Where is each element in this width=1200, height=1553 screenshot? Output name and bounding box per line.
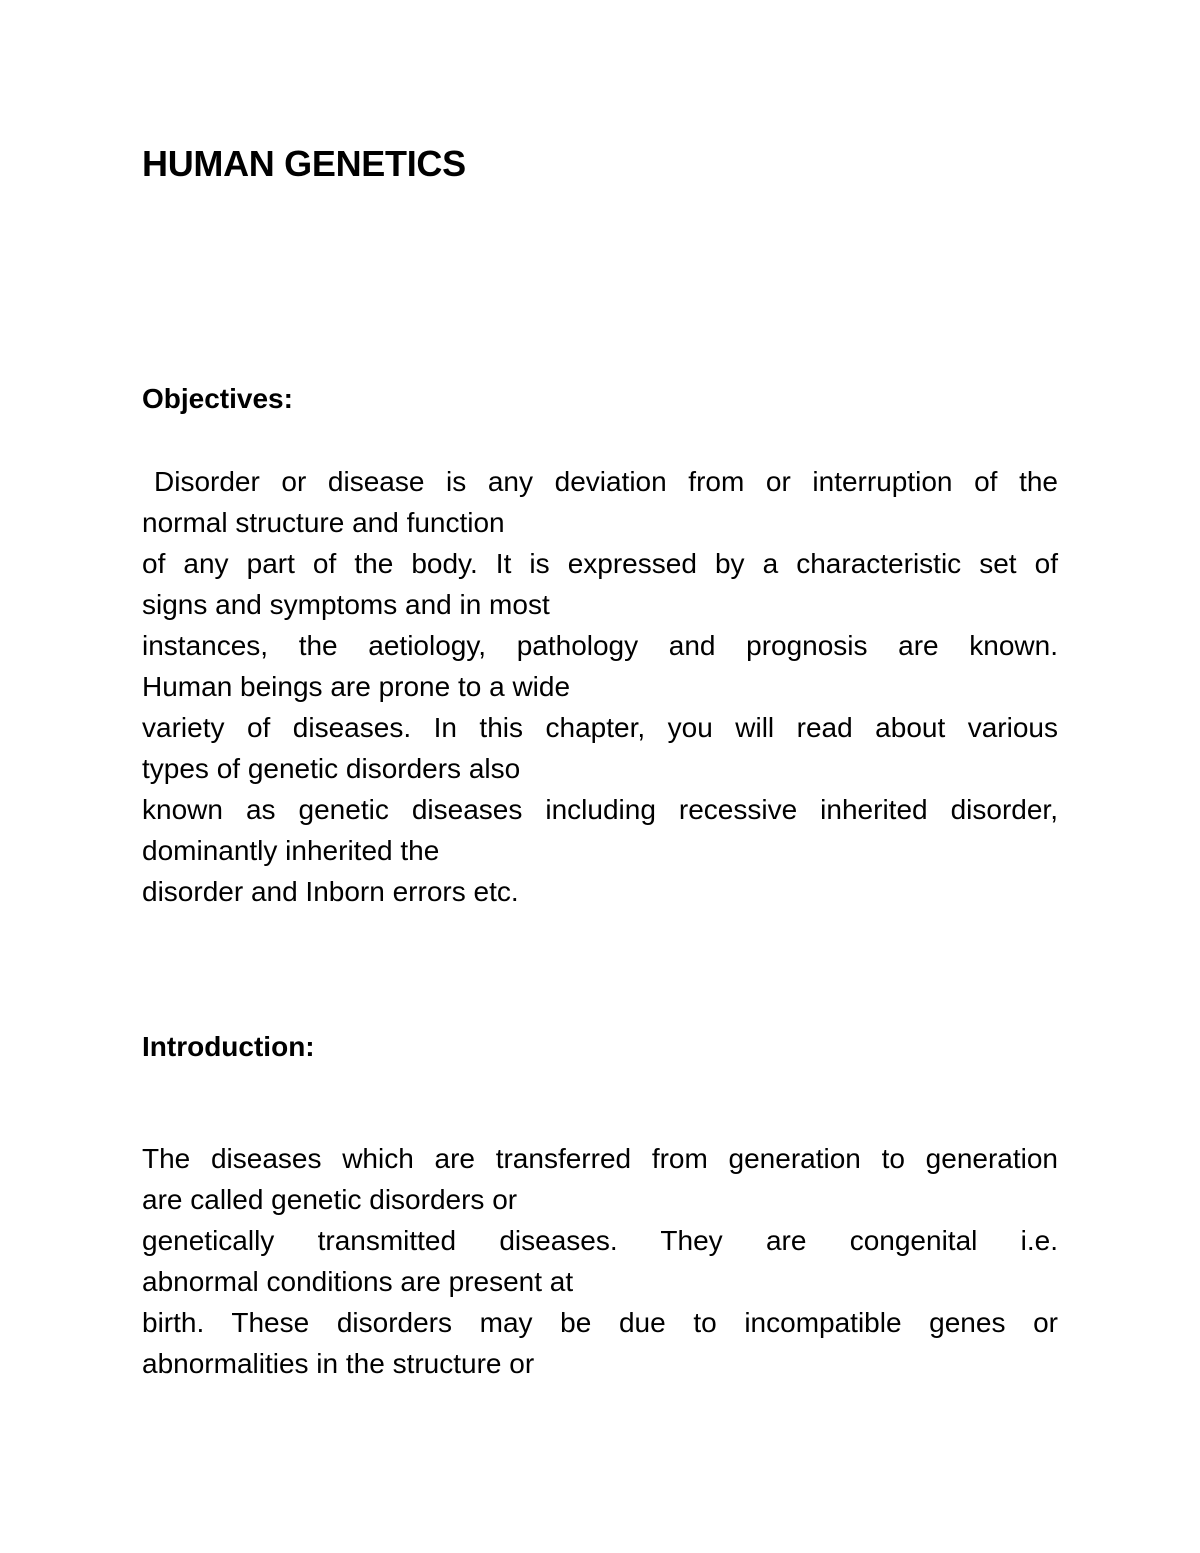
- paragraph-line: instances, the aetiology, pathology and prognosis are known.: [142, 630, 1058, 661]
- paragraph-line: abnormal conditions are present at: [142, 1266, 574, 1297]
- paragraph-line: types of genetic disorders also: [142, 753, 521, 784]
- paragraph-line: disorder and Inborn errors etc.: [142, 876, 519, 907]
- paragraph-line: of any part of the body. It is expressed by a characteristic set of: [142, 548, 1058, 579]
- paragraph-line: variety of diseases. In this chapter, you will read about various: [142, 712, 1058, 743]
- section-heading-objectives: Objectives:: [142, 383, 293, 414]
- paragraph-line: Disorder or disease is any deviation from or interruption of the: [154, 466, 1058, 497]
- paragraph-line: signs and symptoms and in most: [142, 589, 550, 620]
- paragraph-line: genetically transmitted diseases. They are congenital i.e.: [142, 1225, 1058, 1256]
- objectives-paragraph: [142, 461, 1058, 912]
- paragraph-line: are called genetic disorders or: [142, 1184, 518, 1215]
- paragraph-line: abnormalities in the structure or: [142, 1348, 535, 1379]
- paragraph-line: normal structure and function: [142, 507, 505, 538]
- paragraph-line: known as genetic diseases including recessive inherited disorder,: [142, 794, 1058, 825]
- introduction-paragraph: [142, 1138, 1058, 1384]
- paragraph-line: The diseases which are transferred from generation to generation: [142, 1143, 1058, 1174]
- paragraph-line: birth. These disorders may be due to incompatible genes or: [142, 1307, 1058, 1338]
- section-heading-introduction: Introduction:: [142, 1031, 315, 1062]
- document-title: HUMAN GENETICS: [142, 143, 466, 184]
- paragraph-line: dominantly inherited the: [142, 835, 440, 866]
- paragraph-line: Human beings are prone to a wide: [142, 671, 571, 702]
